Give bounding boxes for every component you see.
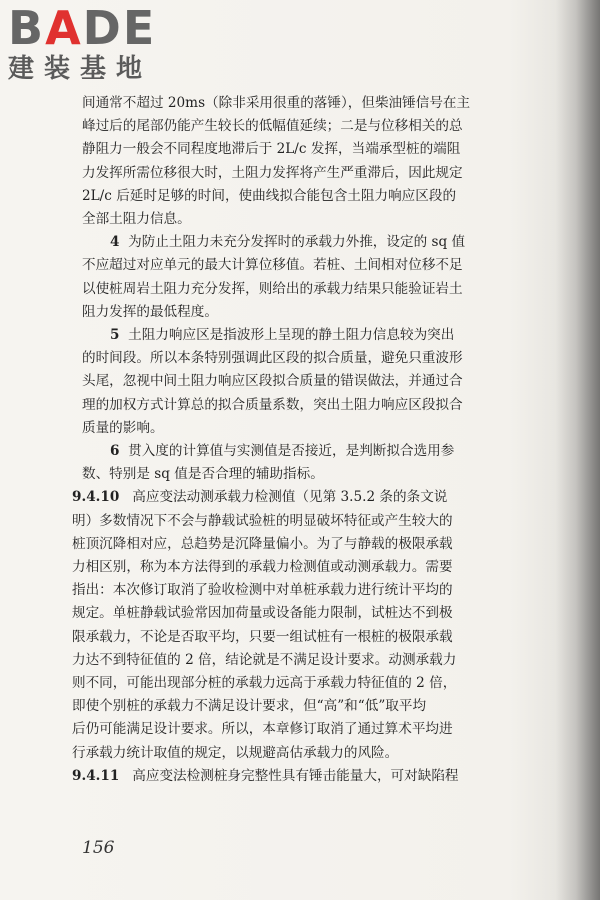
section-text: 高应变法检测桩身完整性具有锤击能量大，可对缺陷程 bbox=[132, 767, 459, 784]
text-line: 2L/c 后延时足够的时间，使曲线拟合能包含土阻力响应区段的 bbox=[82, 187, 457, 204]
text-line: 明）多数情况下不会与静载试验桩的明显破坏特征或产生较大的 bbox=[72, 512, 453, 529]
text-line bbox=[72, 486, 544, 509]
page-number: 156 bbox=[82, 838, 115, 858]
text-line: 后仍可能满足设计要求。所以，本章修订取消了通过算术平均进 bbox=[72, 721, 453, 738]
text-line: 头尾，忽视中间土阻力响应区段拟合质量的错误做法，并通过合 bbox=[82, 373, 463, 390]
item-text: 贯入度的计算值与实测值是否接近，是判断拟合选用参 bbox=[128, 443, 455, 460]
item-number: 4 bbox=[110, 234, 120, 251]
text-line: 以使桩周岩土阻力充分发挥，则给出的承载力结果只能验证岩土 bbox=[82, 280, 463, 297]
text-line: 则不同，可能出现部分桩的承载力远高于承载力特征值的 2 倍， bbox=[72, 675, 457, 692]
text-line: 力达不到特征值的 2 倍，结论就是不满足设计要求。动测承载力 bbox=[72, 651, 457, 668]
text-line bbox=[72, 765, 544, 788]
text-line: 指出：本次修订取消了验收检测中对单桩承载力进行统计平均的 bbox=[72, 582, 453, 599]
text-line: 即使个别桩的承载力不满足设计要求，但“高”和“低”取平均 bbox=[72, 698, 427, 715]
section-number: 9.4.10 bbox=[72, 489, 120, 506]
logo-subtitle: 建装基地 bbox=[8, 54, 153, 84]
section-text: 高应变法动测承载力检测值（见第 3.5.2 条的条文说 bbox=[132, 489, 448, 506]
text-line: 理的加权方式计算总的拟合质量系数，突出土阻力响应区段拟合 bbox=[82, 396, 463, 413]
paragraph-continued bbox=[82, 92, 544, 231]
text-line: 力相区别，称为本方法得到的承载力检测值或动测承载力。需要 bbox=[72, 559, 453, 576]
document-body bbox=[72, 92, 544, 788]
text-line: 不应超过对应单元的最大计算位移值。若桩、土间相对位移不足 bbox=[82, 257, 463, 274]
paragraph-item-5 bbox=[82, 324, 544, 440]
text-line: 的时间段。所以本条特别强调此区段的拟合质量，避免只重波形 bbox=[82, 350, 463, 367]
text-line: 规定。单桩静载试验常因加荷量或设备能力限制，试桩达不到极 bbox=[72, 605, 453, 622]
paragraph-item-4 bbox=[82, 231, 544, 324]
item-text: 为防止土阻力未充分发挥时的承载力外推，设定的 sq 值 bbox=[128, 234, 466, 251]
paragraph-item-6 bbox=[82, 440, 544, 486]
text-line bbox=[82, 440, 544, 463]
text-line: 行承载力统计取值的规定，以规避高估承载力的风险。 bbox=[72, 744, 399, 761]
item-number: 6 bbox=[110, 443, 120, 460]
logo-letters-de: DE bbox=[82, 1, 157, 55]
logo-letter-b: B bbox=[8, 1, 46, 55]
section-9-4-11 bbox=[72, 765, 544, 788]
text-line bbox=[82, 231, 544, 254]
item-text: 土阻力响应区是指波形上呈现的静土阻力信息较为突出 bbox=[128, 327, 455, 344]
text-line: 峰过后的尾部仍能产生较长的低幅值延续；二是与位移相关的总 bbox=[82, 118, 463, 135]
text-line: 间通常不超过 20ms（除非采用很重的落锤），但柴油锤信号在主 bbox=[82, 95, 471, 111]
text-line: 静阻力一般会不同程度地滞后于 2L/c 发挥，当端承型桩的端阻 bbox=[82, 141, 461, 158]
page-edge-shadow bbox=[556, 0, 600, 900]
item-number: 5 bbox=[110, 327, 120, 344]
text-line: 数、特别是 sq 值是否合理的辅助指标。 bbox=[82, 466, 324, 483]
section-number: 9.4.11 bbox=[72, 767, 120, 784]
text-line: 阻力发挥的最低程度。 bbox=[82, 303, 218, 320]
section-9-4-10 bbox=[72, 486, 544, 764]
text-line bbox=[82, 324, 544, 347]
text-line: 全部土阻力信息。 bbox=[82, 211, 191, 228]
text-line: 限承载力，不论是否取平均，只要一组试桩有一根桩的极限承载 bbox=[72, 628, 453, 645]
text-line: 力发挥所需位移很大时，土阻力发挥将产生严重滞后，因此规定 bbox=[82, 164, 463, 181]
logo-letter-a: A bbox=[45, 1, 83, 55]
text-line: 质量的影响。 bbox=[82, 419, 164, 436]
text-line: 桩顶沉降相对应，总趋势是沉降量偏小。为了与静载的极限承载 bbox=[72, 535, 453, 552]
logo-wordmark bbox=[8, 1, 188, 55]
brand-logo bbox=[8, 1, 188, 92]
